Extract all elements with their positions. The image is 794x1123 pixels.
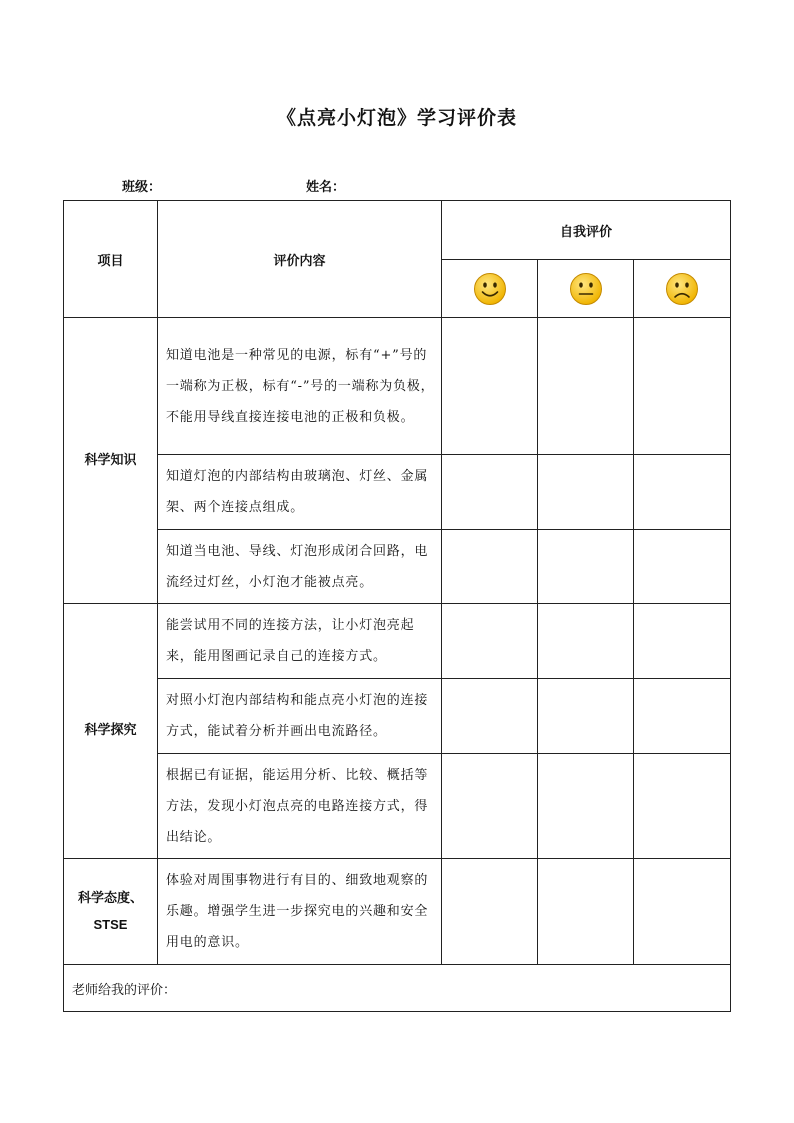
criterion-text: 根据已有证据，能运用分析、比较、概括等方法，发现小灯泡点亮的电路连接方式，得出结论。 xyxy=(158,754,442,859)
rating-cell[interactable] xyxy=(538,604,634,679)
rating-cell[interactable] xyxy=(634,530,731,604)
teacher-comment-label: 老师给我的评价： xyxy=(72,982,177,998)
category-science-knowledge: 科学知识 xyxy=(64,318,158,604)
category-attitude-line2: STSE xyxy=(93,916,128,932)
smile-face-cell[interactable] xyxy=(442,260,538,318)
criterion-text: 知道灯泡的内部结构由玻璃泡、灯丝、金属架、两个连接点组成。 xyxy=(158,455,442,530)
rating-cell[interactable] xyxy=(442,604,538,679)
rating-cell[interactable] xyxy=(442,859,538,965)
class-label: 班级： xyxy=(122,180,162,195)
rating-cell[interactable] xyxy=(634,754,731,859)
criterion-text: 知道当电池、导线、灯泡形成闭合回路，电流经过灯丝，小灯泡才能被点亮。 xyxy=(158,530,442,604)
criterion-text: 对照小灯泡内部结构和能点亮小灯泡的连接方式，能试着分析并画出电流路径。 xyxy=(158,679,442,754)
criterion-text: 能尝试用不同的连接方法，让小灯泡亮起来，能用图画记录自己的连接方式。 xyxy=(158,604,442,679)
rating-cell[interactable] xyxy=(538,530,634,604)
rating-cell[interactable] xyxy=(634,679,731,754)
table-row xyxy=(64,530,731,604)
neutral-face-icon xyxy=(569,272,603,306)
name-label: 姓名： xyxy=(306,180,346,195)
rating-cell[interactable] xyxy=(442,455,538,530)
header-row xyxy=(64,201,731,260)
evaluation-table xyxy=(63,200,731,1012)
smile-face-icon xyxy=(473,272,507,306)
frown-face-cell[interactable] xyxy=(634,260,731,318)
rating-cell[interactable] xyxy=(634,604,731,679)
table-row xyxy=(64,604,731,679)
category-science-attitude xyxy=(64,859,158,965)
rating-cell[interactable] xyxy=(634,859,731,965)
table-row xyxy=(64,679,731,754)
rating-cell[interactable] xyxy=(634,455,731,530)
rating-cell[interactable] xyxy=(538,318,634,455)
rating-cell[interactable] xyxy=(538,859,634,965)
page-title: 《点亮小灯泡》学习评价表 xyxy=(276,107,517,129)
category-science-inquiry: 科学探究 xyxy=(64,604,158,859)
rating-cell[interactable] xyxy=(442,679,538,754)
header-content: 评价内容 xyxy=(158,201,442,318)
rating-cell[interactable] xyxy=(634,318,731,455)
rating-cell[interactable] xyxy=(538,754,634,859)
rating-cell[interactable] xyxy=(538,679,634,754)
table-row xyxy=(64,455,731,530)
table-row xyxy=(64,859,731,965)
teacher-comment-row xyxy=(64,965,731,1012)
criterion-text: 知道电池是一种常见的电源，标有“+”号的一端称为正极，标有“-”号的一端称为负极，不能用导线直接连接电池的正极和负极。 xyxy=(158,318,442,455)
rating-cell[interactable] xyxy=(442,530,538,604)
table-row xyxy=(64,754,731,859)
header-self-evaluation: 自我评价 xyxy=(442,201,731,260)
frown-face-icon xyxy=(665,272,699,306)
rating-cell[interactable] xyxy=(538,455,634,530)
criterion-text: 体验对周围事物进行有目的、细致地观察的乐趣。增强学生进一步探究电的兴趣和安全用电的意识。 xyxy=(158,859,442,965)
rating-cell[interactable] xyxy=(442,754,538,859)
rating-cell[interactable] xyxy=(442,318,538,455)
category-attitude-line1: 科学态度、 xyxy=(77,890,143,906)
header-item: 项目 xyxy=(64,201,158,318)
neutral-face-cell[interactable] xyxy=(538,260,634,318)
table-row xyxy=(64,318,731,455)
teacher-comment-field[interactable] xyxy=(64,965,731,1012)
